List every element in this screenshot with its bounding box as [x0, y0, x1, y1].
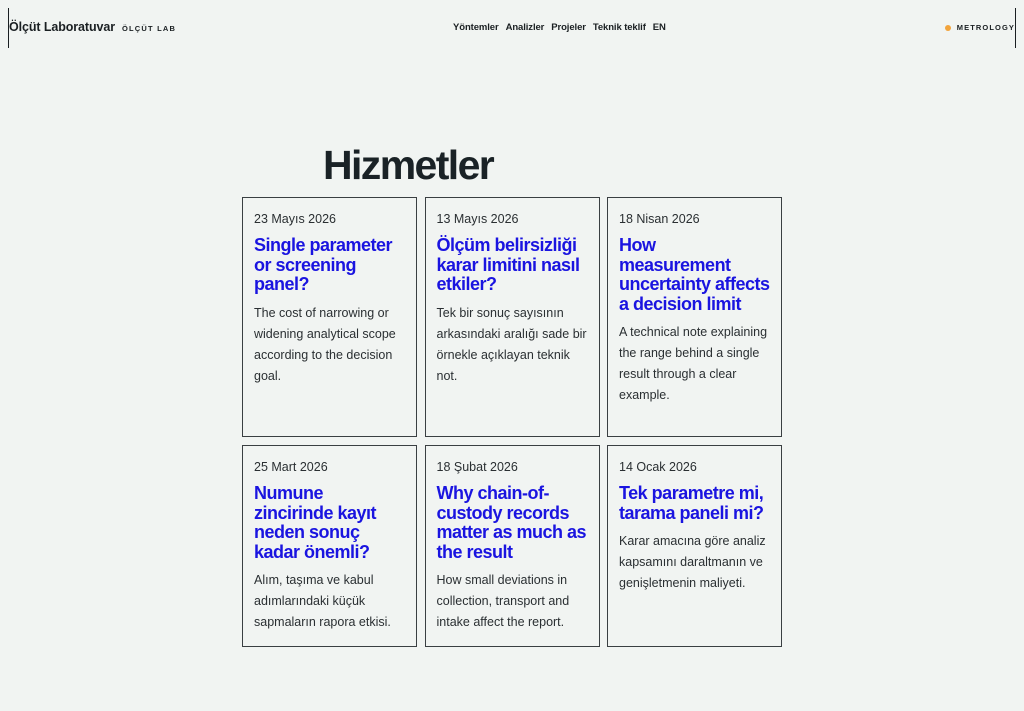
- service-card[interactable]: [425, 445, 600, 647]
- metrology-label: METROLOGY: [956, 23, 1015, 32]
- brand-link[interactable]: [9, 20, 176, 34]
- brand-name: Ölçüt Laboratuvar: [9, 20, 115, 34]
- services-grid: [242, 197, 782, 647]
- brand-short-name: ÖLÇÜT LAB: [121, 24, 177, 33]
- nav-item-projects[interactable]: Projeler: [551, 22, 586, 33]
- right-edge-line: [1015, 8, 1016, 48]
- nav-item-analyses[interactable]: Analizler: [505, 22, 545, 33]
- card-description: Tek bir sonuç sayısının arkasındaki aralığı sade bir örnekle açıklayan teknik not.: [436, 305, 587, 383]
- card-description: How small deviations in collection, transport and intake affect the report.: [436, 573, 570, 629]
- card-title-link[interactable]: How measurement uncertainty affects a decision limit: [619, 235, 770, 314]
- card-date: 25 Mart 2026: [254, 460, 328, 474]
- service-card[interactable]: [242, 197, 417, 437]
- language-switch-en[interactable]: EN: [652, 22, 666, 33]
- card-title-link[interactable]: Why chain-of-custody records matter as much as the result: [436, 483, 587, 562]
- card-title-link[interactable]: Tek parametre mi, tarama paneli mi?: [619, 483, 764, 523]
- top-bar: [0, 0, 1024, 48]
- card-description: Karar amacına göre analiz kapsamını daraltmanın ve genişletmenin maliyeti.: [619, 534, 766, 590]
- service-card[interactable]: [242, 445, 417, 647]
- service-card[interactable]: [425, 197, 600, 437]
- nav-item-technical-offer[interactable]: Teknik teklif: [592, 22, 646, 33]
- card-date: 14 Ocak 2026: [619, 460, 697, 474]
- service-card[interactable]: [607, 445, 782, 647]
- page-title: Hizmetler: [323, 142, 494, 188]
- card-date: 18 Şubat 2026: [436, 460, 518, 474]
- card-date: 18 Nisan 2026: [619, 212, 700, 226]
- main-nav: [453, 22, 666, 33]
- card-description: The cost of narrowing or widening analytical scope according to the decision goal.: [254, 305, 396, 383]
- card-date: 23 Mayıs 2026: [254, 212, 336, 226]
- service-card[interactable]: [607, 197, 782, 437]
- card-description: A technical note explaining the range behind a single result through a clear example.: [619, 325, 768, 402]
- status-dot-icon: [945, 25, 951, 31]
- metrology-tag: [945, 23, 1015, 32]
- card-title-link[interactable]: Single parameter or screening panel?: [254, 235, 393, 294]
- card-date: 13 Mayıs 2026: [436, 212, 519, 226]
- nav-item-methods[interactable]: Yöntemler: [453, 22, 499, 33]
- card-title-link[interactable]: Numune zincirinde kayıt neden sonuç kadar önemli?: [254, 483, 377, 562]
- card-description: Alım, taşıma ve kabul adımlarındaki küçük sapmaların rapora etkisi.: [254, 573, 391, 629]
- card-title-link[interactable]: Ölçüm belirsizliği karar limitini nasıl etkiler?: [436, 235, 580, 294]
